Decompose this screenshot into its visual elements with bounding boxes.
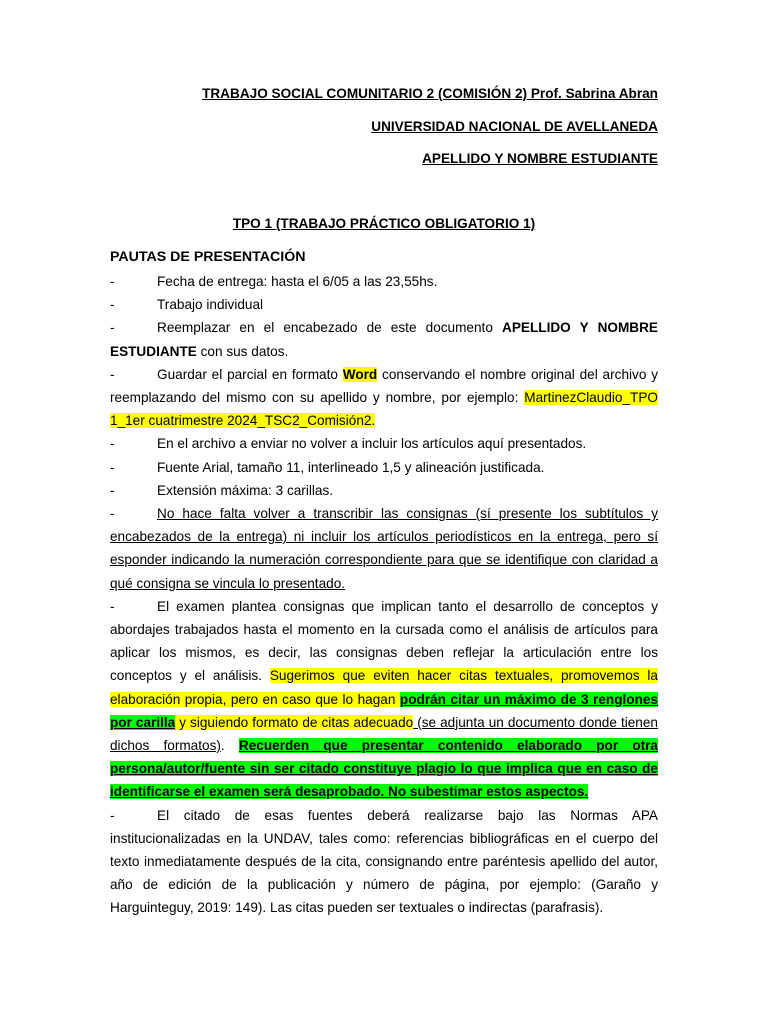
bullet-dash: - — [110, 274, 115, 289]
guidelines-list — [110, 270, 658, 920]
word-highlight: Word — [342, 366, 378, 382]
item-text-underlined: No hace falta volver a transcribir las consignas (sí presente los subtítulos y encabezados de la entrega) ni incluir los artículos periodísticos en la entrega, pero sí esponder indicando la numeración correspondiente para que se identifique con claridad a qué consigna se vincula lo presentado. — [110, 506, 658, 591]
list-item-due-date — [110, 270, 658, 293]
bullet-dash: - — [110, 598, 115, 614]
header-student-line: APELLIDO Y NOMBRE ESTUDIANTE — [422, 151, 658, 166]
header-course-line: TRABAJO SOCIAL COMUNITARIO 2 (COMISIÓN 2) Prof. Sabrina Abran — [202, 86, 658, 101]
list-item-replace-header — [110, 316, 658, 362]
list-item-apa-norms — [110, 804, 658, 920]
item-text: Extensión máxima: 3 carillas. — [157, 482, 334, 498]
item-text: Trabajo individual — [157, 297, 264, 313]
filename-example-highlight: MartinezClaudio_TPO 1_1er cuatrimestre 2024_TSC2_Comisión2. — [110, 390, 658, 429]
item-text: con sus datos. — [196, 343, 289, 359]
bullet-dash: - — [110, 807, 115, 823]
bullet-dash: - — [110, 459, 115, 475]
item-text: . — [220, 738, 239, 754]
bullet-dash: - — [110, 506, 115, 522]
document-title: TPO 1 (TRABAJO PRÁCTICO OBLIGATORIO 1) — [232, 216, 536, 231]
item-text-bold: APELLIDO Y NOMBRE ESTUDIANTE — [110, 320, 658, 359]
item-text: Fuente Arial, tamaño 11, interlineado 1,5 y alineación justificada. — [157, 459, 545, 475]
suggestion-highlight: Sugerimos que eviten hacer citas textuales, promovemos la elaboración propia, pero en caso que lo hagan — [110, 668, 658, 707]
plagiarism-warning-highlight: Recuerden que presentar contenido elaborado por otra persona/autor/fuente sin ser citado constituye plagio lo que implica que en caso de identificarse el examen será desaprobado. No subestimar estos aspectos. — [110, 738, 658, 800]
list-item-exam-citations — [110, 595, 658, 804]
list-item-max-length — [110, 479, 658, 502]
item-text: Reemplazar en el encabezado de este documento — [157, 320, 503, 336]
bullet-dash: - — [110, 482, 115, 498]
list-item-no-transcribe — [110, 502, 658, 595]
item-text: Guardar el parcial en formato — [157, 366, 343, 382]
citation-limit-highlight: podrán citar un máximo de 3 renglones por carilla — [110, 691, 659, 730]
item-text: Fecha de entrega: hasta el 6/05 a las 23,55hs. — [157, 274, 438, 289]
item-text: conservando el nombre original del archivo y reemplazando del mismo con su apellido y nombre, por ejemplo: — [110, 366, 658, 406]
item-text: El examen plantea consignas que implican tanto el desarrollo de conceptos y abordajes trabajados hasta el momento en la cursada como el análisis de artículos para aplicar los mismos, es decir, las consignas deben reflejar la articulación entre los conceptos y el análisis. — [110, 598, 658, 684]
item-text: En el archivo a enviar no volver a incluir los artículos aquí presentados. — [157, 436, 587, 452]
list-item-no-articles — [110, 432, 658, 455]
list-item-font — [110, 456, 658, 479]
citation-format-highlight: y siguiendo formato de citas adecuado — [175, 714, 414, 730]
item-text: El citado de esas fuentes deberá realizarse bajo las Normas APA institucionalizadas en la UNDAV, tales como: referencias bibliográficas en el cuerpo del texto inmediatamente después de la cita, consignando entre paréntesis apellido del autor, año de edición de la publicación y número de página, por ejemplo: (Garaño y Harguinteguy, 2019: 149). Las citas pueden ser textuales o indirectas (parafrasis). — [110, 807, 658, 916]
bullet-dash: - — [110, 297, 115, 313]
bullet-dash: - — [110, 366, 115, 382]
list-item-individual — [110, 293, 658, 316]
bullet-dash: - — [110, 436, 115, 452]
bullet-dash: - — [110, 320, 115, 336]
header-university-line: UNIVERSIDAD NACIONAL DE AVELLANEDA — [371, 119, 658, 134]
section-title: PAUTAS DE PRESENTACIÓN — [110, 249, 306, 265]
list-item-save-format — [110, 363, 658, 433]
attached-document-note: (se adjunta un documento donde tienen dichos formatos) — [110, 714, 658, 754]
